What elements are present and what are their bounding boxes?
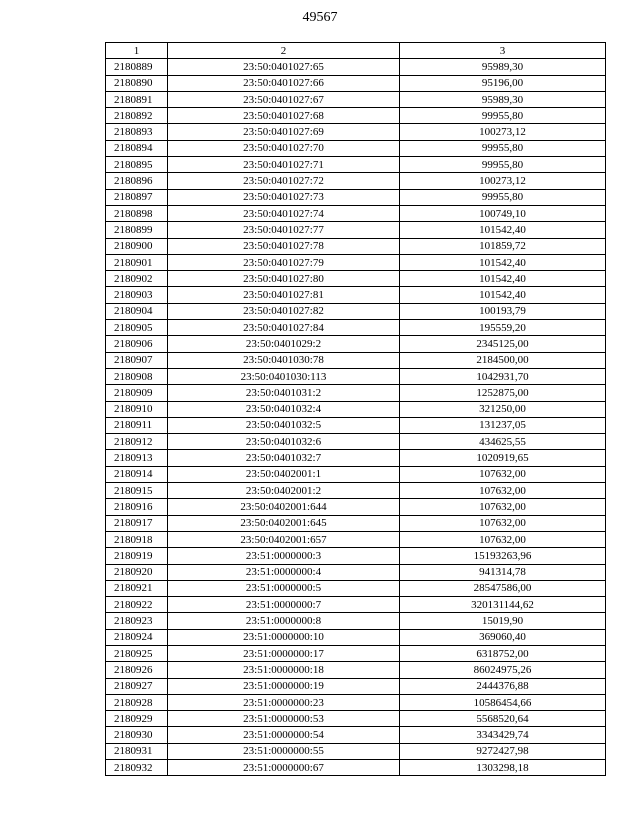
table-row bbox=[106, 320, 606, 336]
row-number-cell: 2180896 bbox=[106, 173, 168, 189]
row-number-cell: 2180922 bbox=[106, 597, 168, 613]
table-row bbox=[106, 108, 606, 124]
table-row bbox=[106, 124, 606, 140]
cadastral-value-cell: 5568520,64 bbox=[400, 711, 606, 727]
cadastral-value-cell: 95196,00 bbox=[400, 75, 606, 91]
table-row bbox=[106, 157, 606, 173]
row-number-cell: 2180892 bbox=[106, 108, 168, 124]
row-number-cell: 2180921 bbox=[106, 580, 168, 596]
table-row bbox=[106, 238, 606, 254]
cadastral-value-cell: 100749,10 bbox=[400, 205, 606, 221]
cadastral-number-cell: 23:50:0401027:71 bbox=[168, 157, 400, 173]
cadastral-number-cell: 23:50:0401027:66 bbox=[168, 75, 400, 91]
table-row bbox=[106, 499, 606, 515]
row-number-cell: 2180930 bbox=[106, 727, 168, 743]
column-header-2: 2 bbox=[168, 43, 400, 59]
cadastral-number-cell: 23:51:0000000:53 bbox=[168, 711, 400, 727]
cadastral-number-cell: 23:50:0401027:77 bbox=[168, 222, 400, 238]
row-number-cell: 2180926 bbox=[106, 662, 168, 678]
table-row bbox=[106, 450, 606, 466]
row-number-cell: 2180925 bbox=[106, 645, 168, 661]
cadastral-value-cell: 10586454,66 bbox=[400, 694, 606, 710]
table-row bbox=[106, 548, 606, 564]
row-number-cell: 2180891 bbox=[106, 91, 168, 107]
cadastral-number-cell: 23:50:0401027:73 bbox=[168, 189, 400, 205]
cadastral-value-cell: 99955,80 bbox=[400, 140, 606, 156]
row-number-cell: 2180890 bbox=[106, 75, 168, 91]
table-row bbox=[106, 222, 606, 238]
cadastral-value-cell: 101542,40 bbox=[400, 287, 606, 303]
cadastral-number-cell: 23:50:0401027:74 bbox=[168, 205, 400, 221]
table-row bbox=[106, 580, 606, 596]
cadastral-number-cell: 23:50:0401031:2 bbox=[168, 385, 400, 401]
cadastral-number-cell: 23:50:0401027:67 bbox=[168, 91, 400, 107]
cadastral-value-cell: 321250,00 bbox=[400, 401, 606, 417]
cadastral-number-cell: 23:50:0401029:2 bbox=[168, 336, 400, 352]
table-row bbox=[106, 352, 606, 368]
cadastral-number-cell: 23:50:0402001:2 bbox=[168, 483, 400, 499]
cadastral-value-cell: 131237,05 bbox=[400, 417, 606, 433]
table-row bbox=[106, 613, 606, 629]
row-number-cell: 2180917 bbox=[106, 515, 168, 531]
table-row bbox=[106, 743, 606, 759]
row-number-cell: 2180903 bbox=[106, 287, 168, 303]
row-number-cell: 2180894 bbox=[106, 140, 168, 156]
row-number-cell: 2180924 bbox=[106, 629, 168, 645]
table-row bbox=[106, 287, 606, 303]
table-row bbox=[106, 140, 606, 156]
cadastral-value-cell: 15193263,96 bbox=[400, 548, 606, 564]
cadastral-number-cell: 23:50:0401032:4 bbox=[168, 401, 400, 417]
cadastral-value-cell: 2444376,88 bbox=[400, 678, 606, 694]
table-row bbox=[106, 254, 606, 270]
cadastral-value-cell: 107632,00 bbox=[400, 483, 606, 499]
cadastral-number-cell: 23:50:0401027:81 bbox=[168, 287, 400, 303]
cadastral-number-cell: 23:50:0401032:7 bbox=[168, 450, 400, 466]
table-row bbox=[106, 173, 606, 189]
cadastral-value-cell: 101859,72 bbox=[400, 238, 606, 254]
table-row bbox=[106, 531, 606, 547]
table-row bbox=[106, 727, 606, 743]
row-number-cell: 2180902 bbox=[106, 271, 168, 287]
table-row bbox=[106, 401, 606, 417]
cadastral-value-cell: 6318752,00 bbox=[400, 645, 606, 661]
cadastral-number-cell: 23:51:0000000:7 bbox=[168, 597, 400, 613]
column-header-3: 3 bbox=[400, 43, 606, 59]
cadastral-number-cell: 23:51:0000000:23 bbox=[168, 694, 400, 710]
cadastral-number-cell: 23:51:0000000:8 bbox=[168, 613, 400, 629]
cadastral-value-cell: 320131144,62 bbox=[400, 597, 606, 613]
row-number-cell: 2180929 bbox=[106, 711, 168, 727]
row-number-cell: 2180893 bbox=[106, 124, 168, 140]
cadastral-number-cell: 23:50:0401027:82 bbox=[168, 303, 400, 319]
cadastral-value-cell: 1020919,65 bbox=[400, 450, 606, 466]
row-number-cell: 2180905 bbox=[106, 320, 168, 336]
cadastral-number-cell: 23:51:0000000:3 bbox=[168, 548, 400, 564]
row-number-cell: 2180910 bbox=[106, 401, 168, 417]
table-row bbox=[106, 205, 606, 221]
cadastral-number-cell: 23:50:0401027:70 bbox=[168, 140, 400, 156]
row-number-cell: 2180920 bbox=[106, 564, 168, 580]
cadastral-number-cell: 23:50:0401027:84 bbox=[168, 320, 400, 336]
table-row bbox=[106, 189, 606, 205]
cadastral-number-cell: 23:50:0402001:1 bbox=[168, 466, 400, 482]
row-number-cell: 2180918 bbox=[106, 531, 168, 547]
column-header-1: 1 bbox=[106, 43, 168, 59]
table-row bbox=[106, 336, 606, 352]
row-number-cell: 2180895 bbox=[106, 157, 168, 173]
cadastral-number-cell: 23:50:0402001:644 bbox=[168, 499, 400, 515]
table-row bbox=[106, 466, 606, 482]
cadastral-value-cell: 3343429,74 bbox=[400, 727, 606, 743]
cadastral-value-cell: 86024975,26 bbox=[400, 662, 606, 678]
cadastral-value-cell: 107632,00 bbox=[400, 499, 606, 515]
row-number-cell: 2180928 bbox=[106, 694, 168, 710]
row-number-cell: 2180923 bbox=[106, 613, 168, 629]
cadastral-value-cell: 100273,12 bbox=[400, 173, 606, 189]
row-number-cell: 2180931 bbox=[106, 743, 168, 759]
cadastral-value-cell: 15019,90 bbox=[400, 613, 606, 629]
table-row bbox=[106, 678, 606, 694]
cadastral-number-cell: 23:50:0401027:68 bbox=[168, 108, 400, 124]
row-number-cell: 2180913 bbox=[106, 450, 168, 466]
row-number-cell: 2180908 bbox=[106, 368, 168, 384]
row-number-cell: 2180932 bbox=[106, 760, 168, 776]
row-number-cell: 2180909 bbox=[106, 385, 168, 401]
row-number-cell: 2180927 bbox=[106, 678, 168, 694]
table-row bbox=[106, 760, 606, 776]
cadastral-value-cell: 1303298,18 bbox=[400, 760, 606, 776]
row-number-cell: 2180898 bbox=[106, 205, 168, 221]
row-number-cell: 2180916 bbox=[106, 499, 168, 515]
cadastral-number-cell: 23:50:0401032:6 bbox=[168, 434, 400, 450]
row-number-cell: 2180889 bbox=[106, 59, 168, 75]
cadastral-value-cell: 107632,00 bbox=[400, 466, 606, 482]
row-number-cell: 2180911 bbox=[106, 417, 168, 433]
cadastral-value-cell: 101542,40 bbox=[400, 271, 606, 287]
cadastral-value-cell: 941314,78 bbox=[400, 564, 606, 580]
table-header-row bbox=[106, 43, 606, 59]
cadastral-value-cell: 95989,30 bbox=[400, 91, 606, 107]
table-row bbox=[106, 385, 606, 401]
row-number-cell: 2180906 bbox=[106, 336, 168, 352]
row-number-cell: 2180899 bbox=[106, 222, 168, 238]
cadastral-number-cell: 23:51:0000000:19 bbox=[168, 678, 400, 694]
cadastral-number-cell: 23:51:0000000:54 bbox=[168, 727, 400, 743]
cadastral-value-cell: 100193,79 bbox=[400, 303, 606, 319]
cadastral-value-cell: 101542,40 bbox=[400, 222, 606, 238]
row-number-cell: 2180919 bbox=[106, 548, 168, 564]
cadastral-number-cell: 23:51:0000000:18 bbox=[168, 662, 400, 678]
table-row bbox=[106, 645, 606, 661]
cadastral-value-cell: 28547586,00 bbox=[400, 580, 606, 596]
cadastral-value-table bbox=[105, 42, 606, 776]
cadastral-value-cell: 99955,80 bbox=[400, 157, 606, 173]
cadastral-number-cell: 23:51:0000000:4 bbox=[168, 564, 400, 580]
row-number-cell: 2180897 bbox=[106, 189, 168, 205]
table-row bbox=[106, 368, 606, 384]
cadastral-value-cell: 434625,55 bbox=[400, 434, 606, 450]
table-row bbox=[106, 483, 606, 499]
cadastral-value-cell: 1252875,00 bbox=[400, 385, 606, 401]
cadastral-value-cell: 195559,20 bbox=[400, 320, 606, 336]
table-row bbox=[106, 271, 606, 287]
table-row bbox=[106, 597, 606, 613]
row-number-cell: 2180901 bbox=[106, 254, 168, 270]
row-number-cell: 2180907 bbox=[106, 352, 168, 368]
cadastral-number-cell: 23:50:0402001:657 bbox=[168, 531, 400, 547]
table-body bbox=[106, 59, 606, 776]
cadastral-number-cell: 23:50:0401027:72 bbox=[168, 173, 400, 189]
table-row bbox=[106, 564, 606, 580]
page-number: 49567 bbox=[302, 10, 338, 25]
cadastral-value-cell: 9272427,98 bbox=[400, 743, 606, 759]
row-number-cell: 2180900 bbox=[106, 238, 168, 254]
table-row bbox=[106, 417, 606, 433]
cadastral-value-cell: 95989,30 bbox=[400, 59, 606, 75]
table-row bbox=[106, 75, 606, 91]
table-row bbox=[106, 303, 606, 319]
cadastral-value-cell: 99955,80 bbox=[400, 189, 606, 205]
table-row bbox=[106, 711, 606, 727]
cadastral-value-cell: 107632,00 bbox=[400, 515, 606, 531]
cadastral-value-cell: 107632,00 bbox=[400, 531, 606, 547]
row-number-cell: 2180904 bbox=[106, 303, 168, 319]
cadastral-number-cell: 23:51:0000000:67 bbox=[168, 760, 400, 776]
table-row bbox=[106, 434, 606, 450]
cadastral-number-cell: 23:50:0401030:113 bbox=[168, 368, 400, 384]
cadastral-number-cell: 23:51:0000000:55 bbox=[168, 743, 400, 759]
cadastral-value-cell: 99955,80 bbox=[400, 108, 606, 124]
cadastral-number-cell: 23:50:0401027:69 bbox=[168, 124, 400, 140]
cadastral-number-cell: 23:50:0401030:78 bbox=[168, 352, 400, 368]
table-row bbox=[106, 694, 606, 710]
table-row bbox=[106, 59, 606, 75]
cadastral-number-cell: 23:50:0401027:79 bbox=[168, 254, 400, 270]
cadastral-number-cell: 23:50:0401027:65 bbox=[168, 59, 400, 75]
table-row bbox=[106, 515, 606, 531]
cadastral-value-cell: 2345125,00 bbox=[400, 336, 606, 352]
table-row bbox=[106, 91, 606, 107]
table-row bbox=[106, 662, 606, 678]
cadastral-value-cell: 369060,40 bbox=[400, 629, 606, 645]
cadastral-value-cell: 100273,12 bbox=[400, 124, 606, 140]
table-row bbox=[106, 629, 606, 645]
row-number-cell: 2180912 bbox=[106, 434, 168, 450]
cadastral-value-cell: 1042931,70 bbox=[400, 368, 606, 384]
cadastral-value-cell: 2184500,00 bbox=[400, 352, 606, 368]
cadastral-number-cell: 23:51:0000000:5 bbox=[168, 580, 400, 596]
cadastral-number-cell: 23:51:0000000:10 bbox=[168, 629, 400, 645]
cadastral-number-cell: 23:50:0401027:78 bbox=[168, 238, 400, 254]
row-number-cell: 2180915 bbox=[106, 483, 168, 499]
cadastral-number-cell: 23:50:0402001:645 bbox=[168, 515, 400, 531]
row-number-cell: 2180914 bbox=[106, 466, 168, 482]
cadastral-number-cell: 23:50:0401027:80 bbox=[168, 271, 400, 287]
cadastral-number-cell: 23:50:0401032:5 bbox=[168, 417, 400, 433]
cadastral-number-cell: 23:51:0000000:17 bbox=[168, 645, 400, 661]
cadastral-value-cell: 101542,40 bbox=[400, 254, 606, 270]
